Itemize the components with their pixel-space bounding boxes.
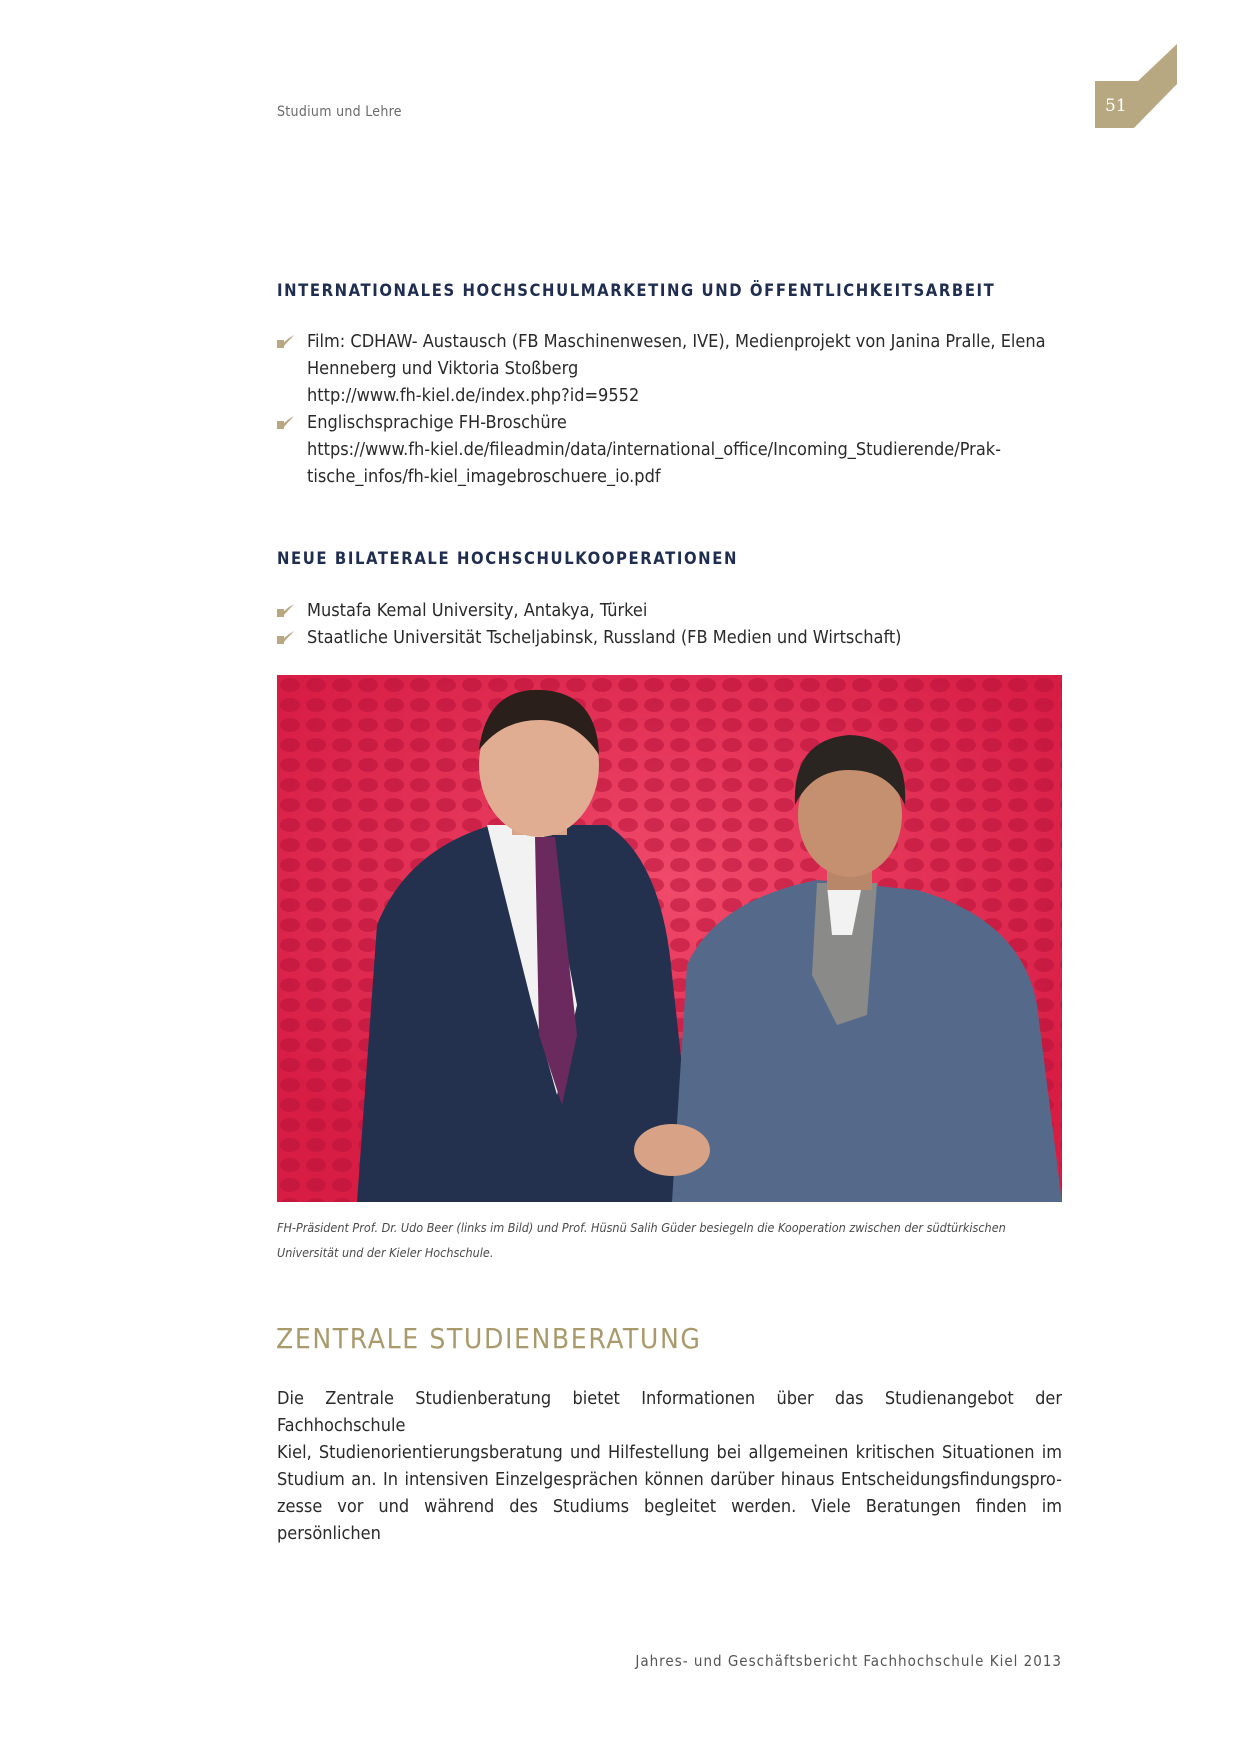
section-heading-cooperations: NEUE BILATERALE HOCHSCHULKOOPERATIONEN (277, 549, 738, 568)
cooperations-list (277, 597, 1067, 651)
list-item (277, 597, 1067, 624)
list-item-text: Mustafa Kemal University, Antakya, Türkei (307, 600, 648, 621)
photo-caption (277, 1215, 1067, 1265)
check-bullet-icon (277, 334, 295, 348)
list-item-text: Film: CDHAW- Austausch (FB Maschinenwesen, IVE), Medienprojekt von Janina Pralle, Elena (307, 331, 1046, 352)
check-bullet-icon (277, 603, 295, 617)
paragraph-line: Studium an. In intensiven Einzelgesprächen können darüber hinaus Entscheidungsfindungspro- (277, 1469, 1062, 1490)
handshake-photo (277, 675, 1062, 1202)
photo-caption-line: FH-Präsident Prof. Dr. Udo Beer (links im Bild) und Prof. Hüsnü Salih Güder besiegeln die Kooperation zwischen der südtürkischen (277, 1220, 1006, 1235)
page-footer: Jahres- und Geschäftsbericht Fachhochschule Kiel 2013 (635, 1652, 1062, 1670)
list-item (277, 409, 1067, 490)
paragraph-line: Die Zentrale Studienberatung bietet Informationen über das Studienangebot der Fachhochschule (277, 1388, 1062, 1436)
list-item-text: Englischsprachige FH-Broschüre (307, 412, 567, 433)
paragraph-line: Kiel, Studienorientierungsberatung und Hilfestellung bei allgemeinen kritischen Situationen im (277, 1442, 1062, 1463)
studienberatung-paragraph (277, 1385, 1062, 1547)
brochure-link-continued[interactable]: tische_infos/fh-kiel_imagebroschuere_io.pdf (307, 466, 661, 487)
section-heading-marketing: INTERNATIONALES HOCHSCHULMARKETING UND ÖFFENTLICHKEITSARBEIT (277, 281, 996, 300)
check-bullet-icon (277, 415, 295, 429)
list-item-text: Staatliche Universität Tscheljabinsk, Russland (FB Medien und Wirtschaft) (307, 627, 902, 648)
marketing-list (277, 328, 1067, 490)
photo-caption-line: Universität und der Kieler Hochschule. (277, 1245, 494, 1260)
list-item-text: Henneberg und Viktoria Stoßberg (307, 358, 579, 379)
list-item (277, 624, 1067, 651)
film-link[interactable]: http://www.fh-kiel.de/index.php?id=9552 (307, 385, 640, 406)
handshake-photo-illustration (277, 675, 1062, 1202)
list-item (277, 328, 1067, 409)
check-bullet-icon (277, 630, 295, 644)
brochure-link[interactable]: https://www.fh-kiel.de/fileadmin/data/international_office/Incoming_Studierende/Prak- (307, 439, 1001, 460)
page-number: 51 (1105, 96, 1127, 116)
running-header: Studium und Lehre (277, 104, 402, 120)
section-heading-studienberatung: ZENTRALE STUDIENBERATUNG (276, 1322, 702, 1355)
paragraph-line: zesse vor und während des Studiums begleitet werden. Viele Beratungen finden im persönlichen (277, 1496, 1062, 1544)
